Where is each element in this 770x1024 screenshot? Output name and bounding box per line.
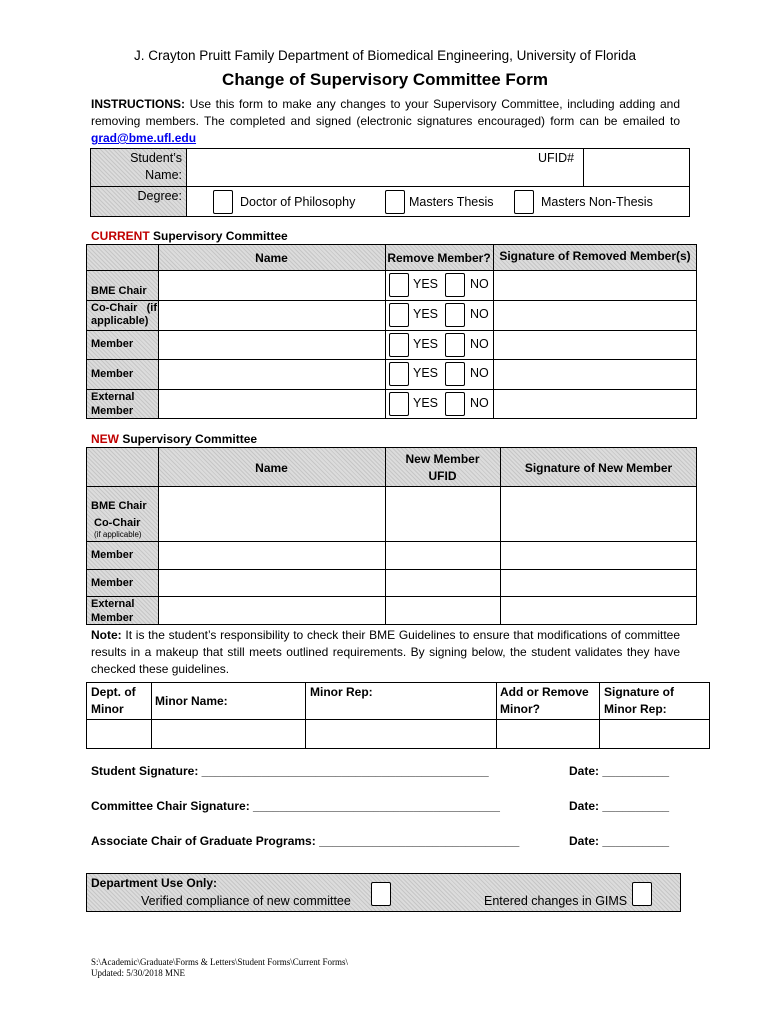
entered-gims-checkbox[interactable]	[632, 882, 652, 906]
minor-dept-field[interactable]	[87, 720, 151, 748]
current-committee-title	[91, 229, 288, 243]
current-row-label: Member	[91, 368, 134, 380]
email-link[interactable]: grad@bme.ufl.edu	[91, 131, 197, 145]
chair-signature-line[interactable]: Committee Chair Signature: _____________________________________	[91, 799, 500, 813]
student-name-label-2: Name:	[145, 168, 182, 182]
new-col-ufid-1: New Member	[405, 452, 480, 466]
no-label: NO	[470, 396, 489, 410]
verified-compliance-checkbox[interactable]	[371, 882, 391, 906]
new-col-ufid-2: UFID	[428, 469, 457, 483]
masters-nonthesis-checkbox[interactable]	[514, 190, 534, 214]
remove-yes-checkbox[interactable]	[389, 333, 409, 357]
current-name-field[interactable]	[159, 390, 385, 418]
current-row-label: Member	[91, 405, 134, 417]
remove-yes-checkbox[interactable]	[389, 273, 409, 297]
new-row-label: BME Chair	[91, 500, 147, 512]
phd-checkbox[interactable]	[213, 190, 233, 214]
no-label: NO	[470, 307, 489, 321]
yes-label: YES	[413, 307, 439, 321]
note-text: It is the student’s responsibility to check their BME Guidelines to ensure that modifications of committee results in a makeup that still meets outlined requirements. By signing below, the student validates they have checked these guidelines.	[91, 628, 680, 676]
new-label: NEW	[91, 432, 119, 446]
chair-date-line[interactable]: Date: __________	[569, 799, 670, 813]
minor-add-remove-label-2: Minor?	[500, 702, 540, 716]
remove-no-checkbox[interactable]	[445, 333, 465, 357]
remove-no-checkbox[interactable]	[445, 362, 465, 386]
current-row-label: BME Chair	[91, 285, 147, 297]
new-row-label: External	[91, 598, 135, 610]
department-use-title: Department Use Only:	[91, 876, 218, 890]
new-row-label: Co-Chair	[94, 517, 141, 529]
instructions-label: INSTRUCTIONS:	[91, 97, 185, 111]
minor-signature-label-2: Minor Rep:	[604, 702, 667, 716]
masters-thesis-checkbox[interactable]	[385, 190, 405, 214]
current-name-field[interactable]	[159, 360, 385, 389]
yes-label: YES	[413, 277, 439, 291]
yes-label: YES	[413, 366, 439, 380]
ufid-field[interactable]	[584, 149, 689, 186]
department-header: J. Crayton Pruitt Family Department of Biomedical Engineering, University of Florida	[134, 48, 636, 63]
masters-nonthesis-label: Masters Non-Thesis	[541, 195, 653, 209]
minor-add-remove-label-1: Add or Remove	[500, 685, 589, 699]
footer-updated: Updated: 5/30/2018 MNE	[91, 968, 185, 978]
current-row-label: Co-Chair (if	[91, 302, 157, 314]
no-label: NO	[470, 337, 489, 351]
current-name-field[interactable]	[159, 331, 385, 359]
new-row-label: Member	[91, 612, 134, 624]
minor-signature-field[interactable]	[600, 720, 709, 748]
remove-no-checkbox[interactable]	[445, 392, 465, 416]
new-row-label: Member	[91, 549, 134, 561]
minor-signature-label-1: Signature of	[604, 685, 675, 699]
new-committee-title	[91, 432, 257, 446]
no-label: NO	[470, 277, 489, 291]
new-col-signature: Signature of New Member	[524, 461, 673, 475]
student-name-label-1: Student’s	[130, 151, 182, 165]
phd-label: Doctor of Philosophy	[240, 195, 356, 209]
current-name-field[interactable]	[159, 301, 385, 330]
current-name-field[interactable]	[159, 271, 385, 300]
degree-label: Degree:	[137, 189, 182, 203]
new-name-field[interactable]	[159, 487, 385, 541]
current-title-rest: Supervisory Committee	[149, 229, 288, 243]
minor-rep-label: Minor Rep:	[310, 685, 373, 699]
new-name-field[interactable]	[159, 570, 385, 596]
page-title: Change of Supervisory Committee Form	[222, 70, 548, 89]
remove-no-checkbox[interactable]	[445, 273, 465, 297]
remove-yes-checkbox[interactable]	[389, 362, 409, 386]
note-label: Note:	[91, 628, 122, 642]
minor-add-remove-field[interactable]	[497, 720, 599, 748]
new-col-name: Name	[255, 461, 288, 475]
minor-dept-label-2: Minor	[91, 702, 124, 716]
minor-name-label: Minor Name:	[155, 694, 228, 708]
verified-compliance-label: Verified compliance of new committee	[141, 894, 351, 908]
new-title-rest: Supervisory Committee	[119, 432, 258, 446]
current-col-name: Name	[255, 251, 288, 265]
yes-label: YES	[413, 337, 439, 351]
new-row-label: (if applicable)	[94, 530, 142, 539]
remove-yes-checkbox[interactable]	[389, 303, 409, 327]
new-name-field[interactable]	[159, 597, 385, 624]
minor-dept-label-1: Dept. of	[91, 685, 136, 699]
no-label: NO	[470, 366, 489, 380]
student-signature-line[interactable]: Student Signature: ___________________________________________	[91, 764, 489, 778]
yes-label: YES	[413, 396, 439, 410]
note	[91, 627, 680, 678]
associate-date-line[interactable]: Date: __________	[569, 834, 670, 848]
remove-yes-checkbox[interactable]	[389, 392, 409, 416]
remove-no-checkbox[interactable]	[445, 303, 465, 327]
current-label: CURRENT	[91, 229, 150, 243]
current-col-remove: Remove Member?	[387, 251, 491, 265]
student-name-field[interactable]	[187, 149, 527, 186]
entered-gims-label: Entered changes in GIMS	[484, 894, 628, 908]
student-date-line[interactable]: Date: __________	[569, 764, 670, 778]
current-row-label: applicable)	[91, 315, 149, 327]
new-name-field[interactable]	[159, 542, 385, 569]
minor-rep-field[interactable]	[306, 720, 496, 748]
current-row-label: External	[91, 391, 135, 403]
instructions-text: Use this form to make any changes to your Supervisory Committee, including adding and removing members. The completed and signed (electronic signatures encouraged) form can be emailed to	[91, 97, 680, 128]
ufid-label: UFID#	[538, 151, 575, 165]
masters-thesis-label: Masters Thesis	[409, 195, 494, 209]
minor-name-field[interactable]	[152, 720, 305, 748]
footer-path: S:\Academic\Graduate\Forms & Letters\Student Forms\Current Forms\	[91, 957, 348, 967]
current-row-label: Member	[91, 338, 134, 350]
current-col-signature: Signature of Removed Member(s)	[499, 249, 691, 263]
new-row-label: Member	[91, 577, 134, 589]
associate-chair-signature-line[interactable]: Associate Chair of Graduate Programs: ______________________________	[91, 834, 520, 848]
instructions	[91, 96, 680, 147]
